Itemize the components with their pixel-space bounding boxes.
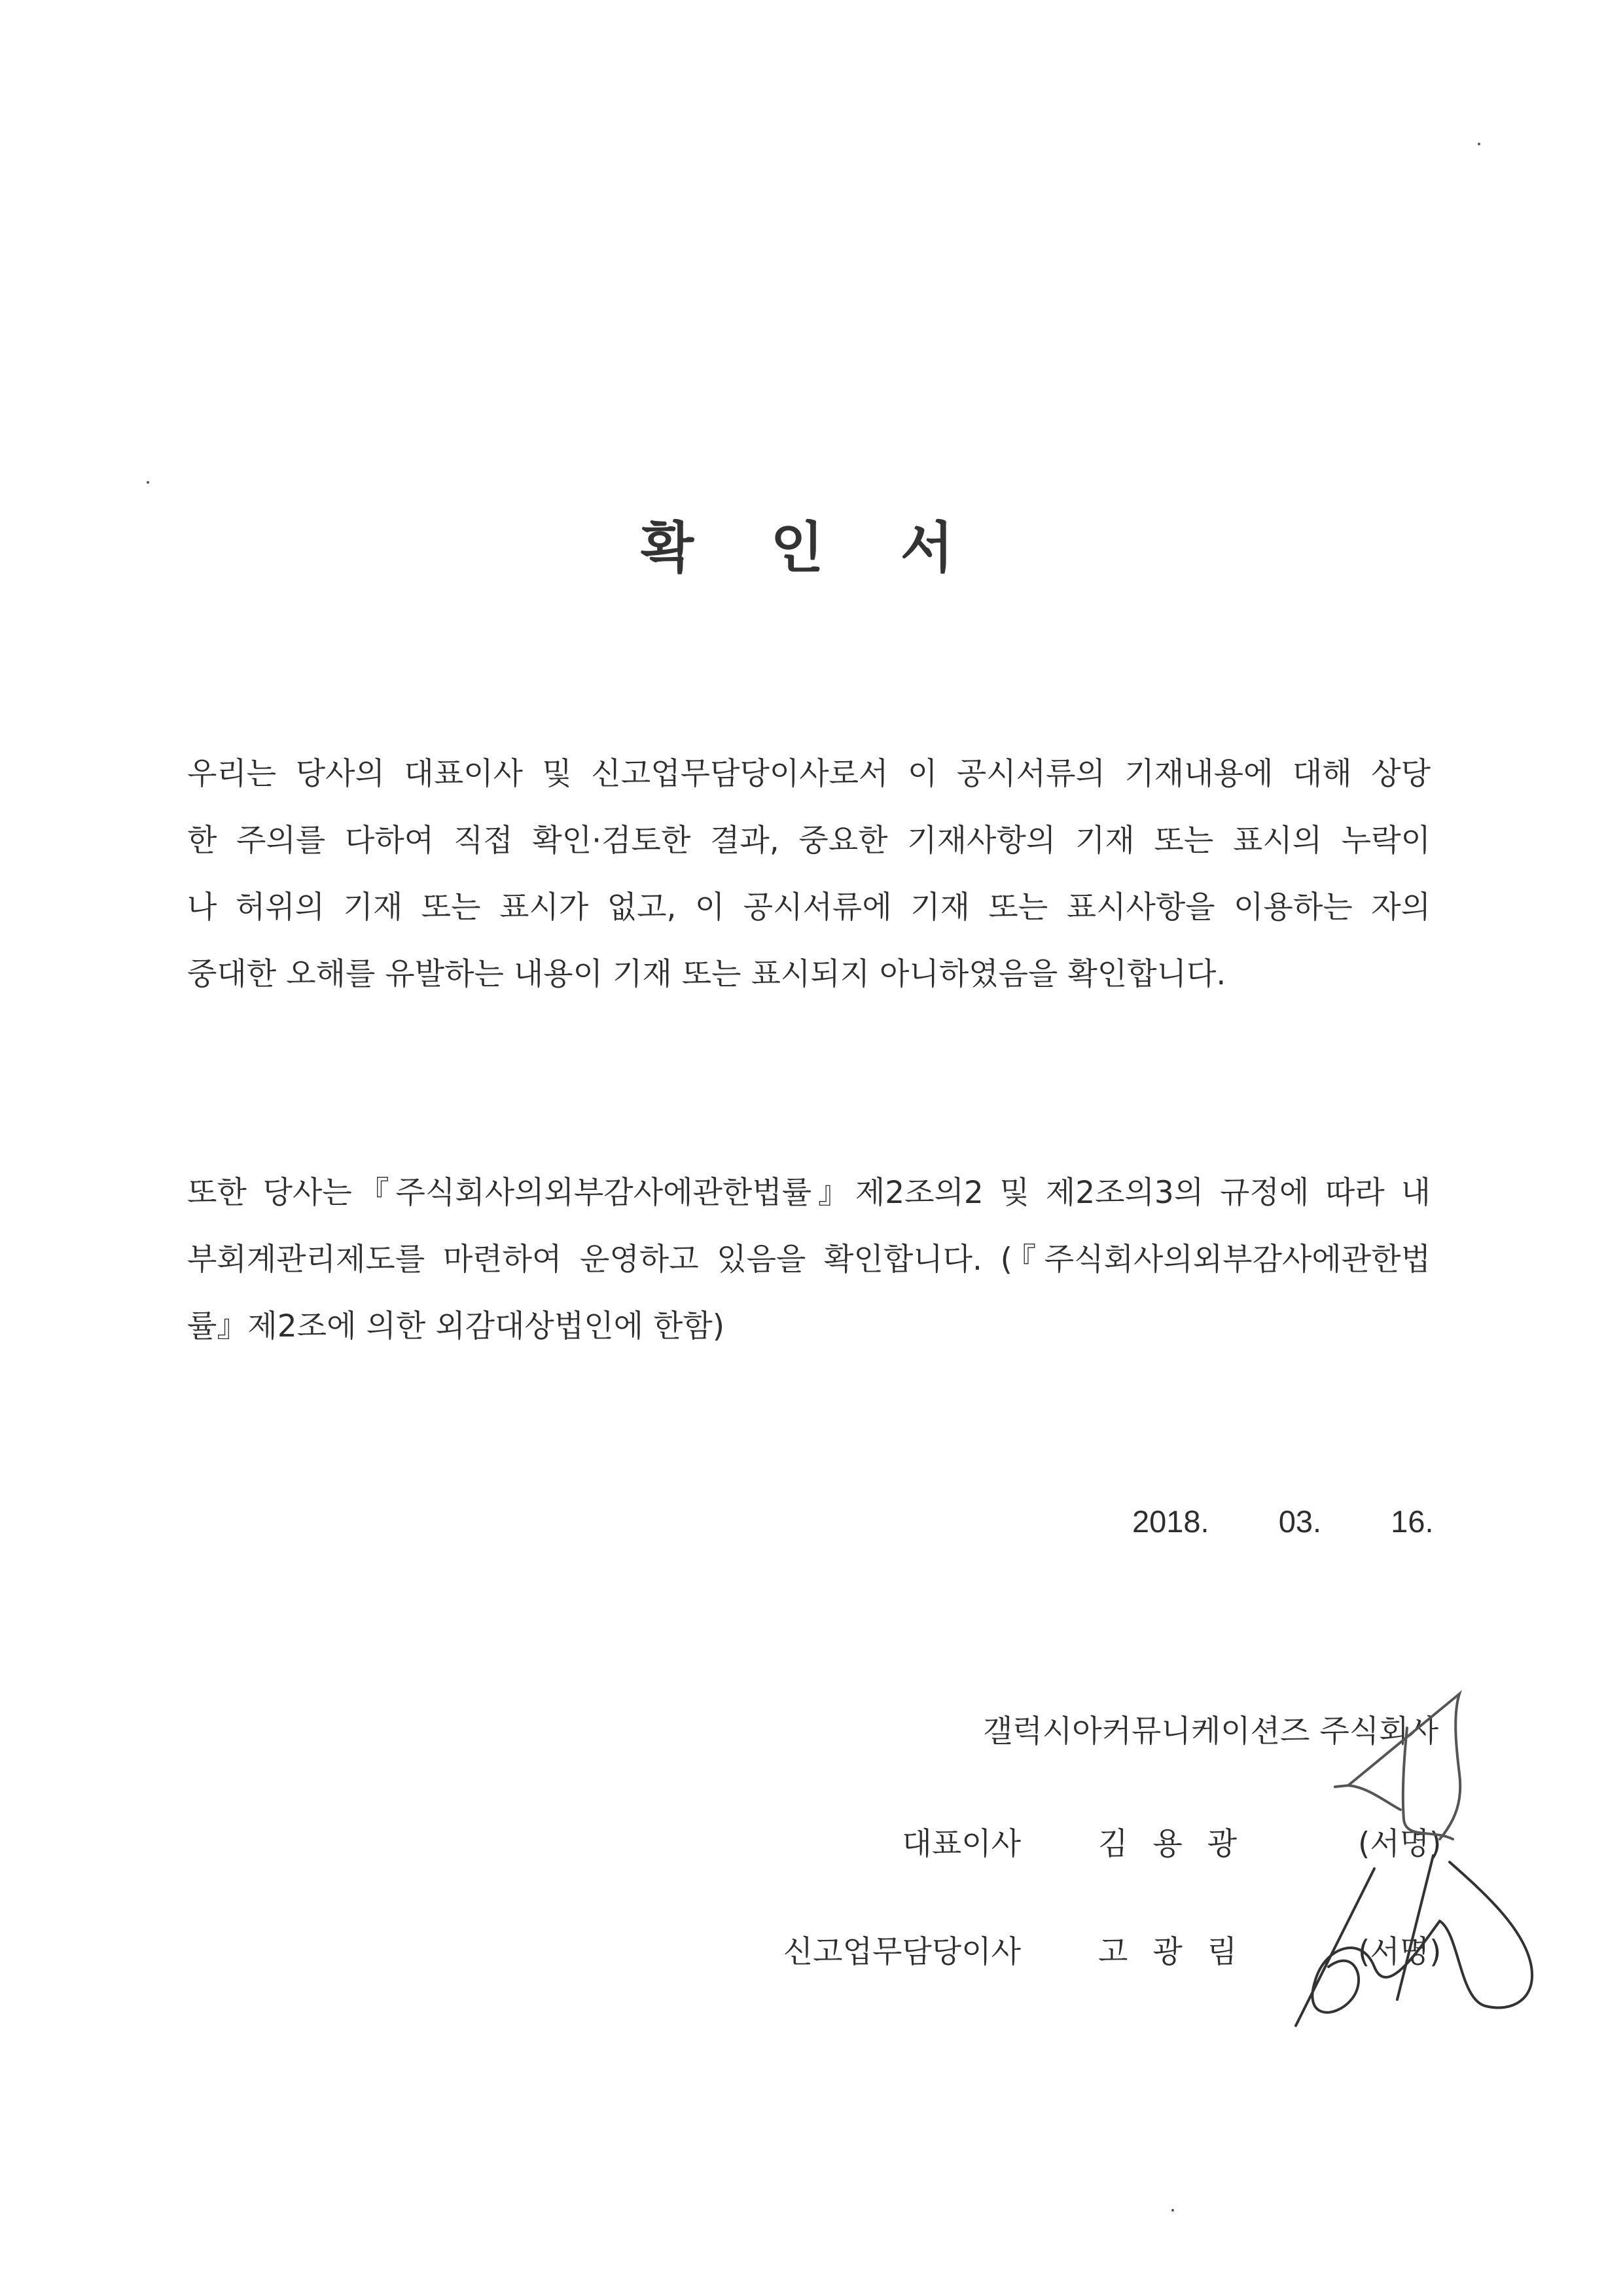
signatory-role: 대표이사 — [902, 1826, 1021, 1862]
scan-speck — [1171, 2209, 1174, 2212]
paragraph-line: 한 주의를 다하여 직접 확인·검토한 결과, 중요한 기재사항의 기재 또는 표시의 누락이 — [187, 823, 1431, 859]
signatory-role: 신고업무담당이사 — [783, 1934, 1021, 1970]
paragraph-line: 또한 당사는『주식회사의외부감사에관한법률』제2조의2 및 제2조의3의 규정에 따라 내 — [187, 1175, 1431, 1211]
signature-label: (서명) — [1358, 1826, 1442, 1862]
scan-speck — [1478, 143, 1480, 145]
signatory-name: 김용광 — [1098, 1826, 1262, 1862]
paragraph-line: 률』제2조에 의한 외감대상법인에 한함) — [187, 1308, 725, 1344]
confirmation-paragraph — [187, 741, 1431, 1008]
signature-label: (서명) — [1358, 1934, 1442, 1970]
paragraph-line: 중대한 오해를 유발하는 내용이 기재 또는 표시되지 아니하였음을 확인합니다. — [187, 956, 1226, 992]
document-date: 2018. 03. 16. — [1132, 1504, 1434, 1539]
internal-control-paragraph — [187, 1160, 1431, 1360]
signature-officer-icon — [1289, 1849, 1538, 2032]
paragraph-line: 우리는 당사의 대표이사 및 신고업무담당이사로서 이 공시서류의 기재내용에 대해 상당 — [187, 756, 1431, 792]
signatory-disclosure-officer — [0, 1928, 1623, 1980]
paragraph-line: 나 허위의 기재 또는 표시가 없고, 이 공시서류에 기재 또는 표시사항을 이용하는 자의 — [187, 889, 1431, 925]
scan-speck — [147, 481, 149, 484]
company-name: 갤럭시아커뮤니케이션즈 주식회사 — [983, 1713, 1438, 1749]
signatory-name: 고광림 — [1098, 1934, 1262, 1970]
signature-ceo-icon — [1329, 1689, 1486, 1859]
document-title: 확 인 서 — [641, 516, 982, 580]
paragraph-line: 부회계관리제도를 마련하여 운영하고 있음을 확인합니다. (『주식회사의외부감사에관한법 — [187, 1242, 1431, 1278]
